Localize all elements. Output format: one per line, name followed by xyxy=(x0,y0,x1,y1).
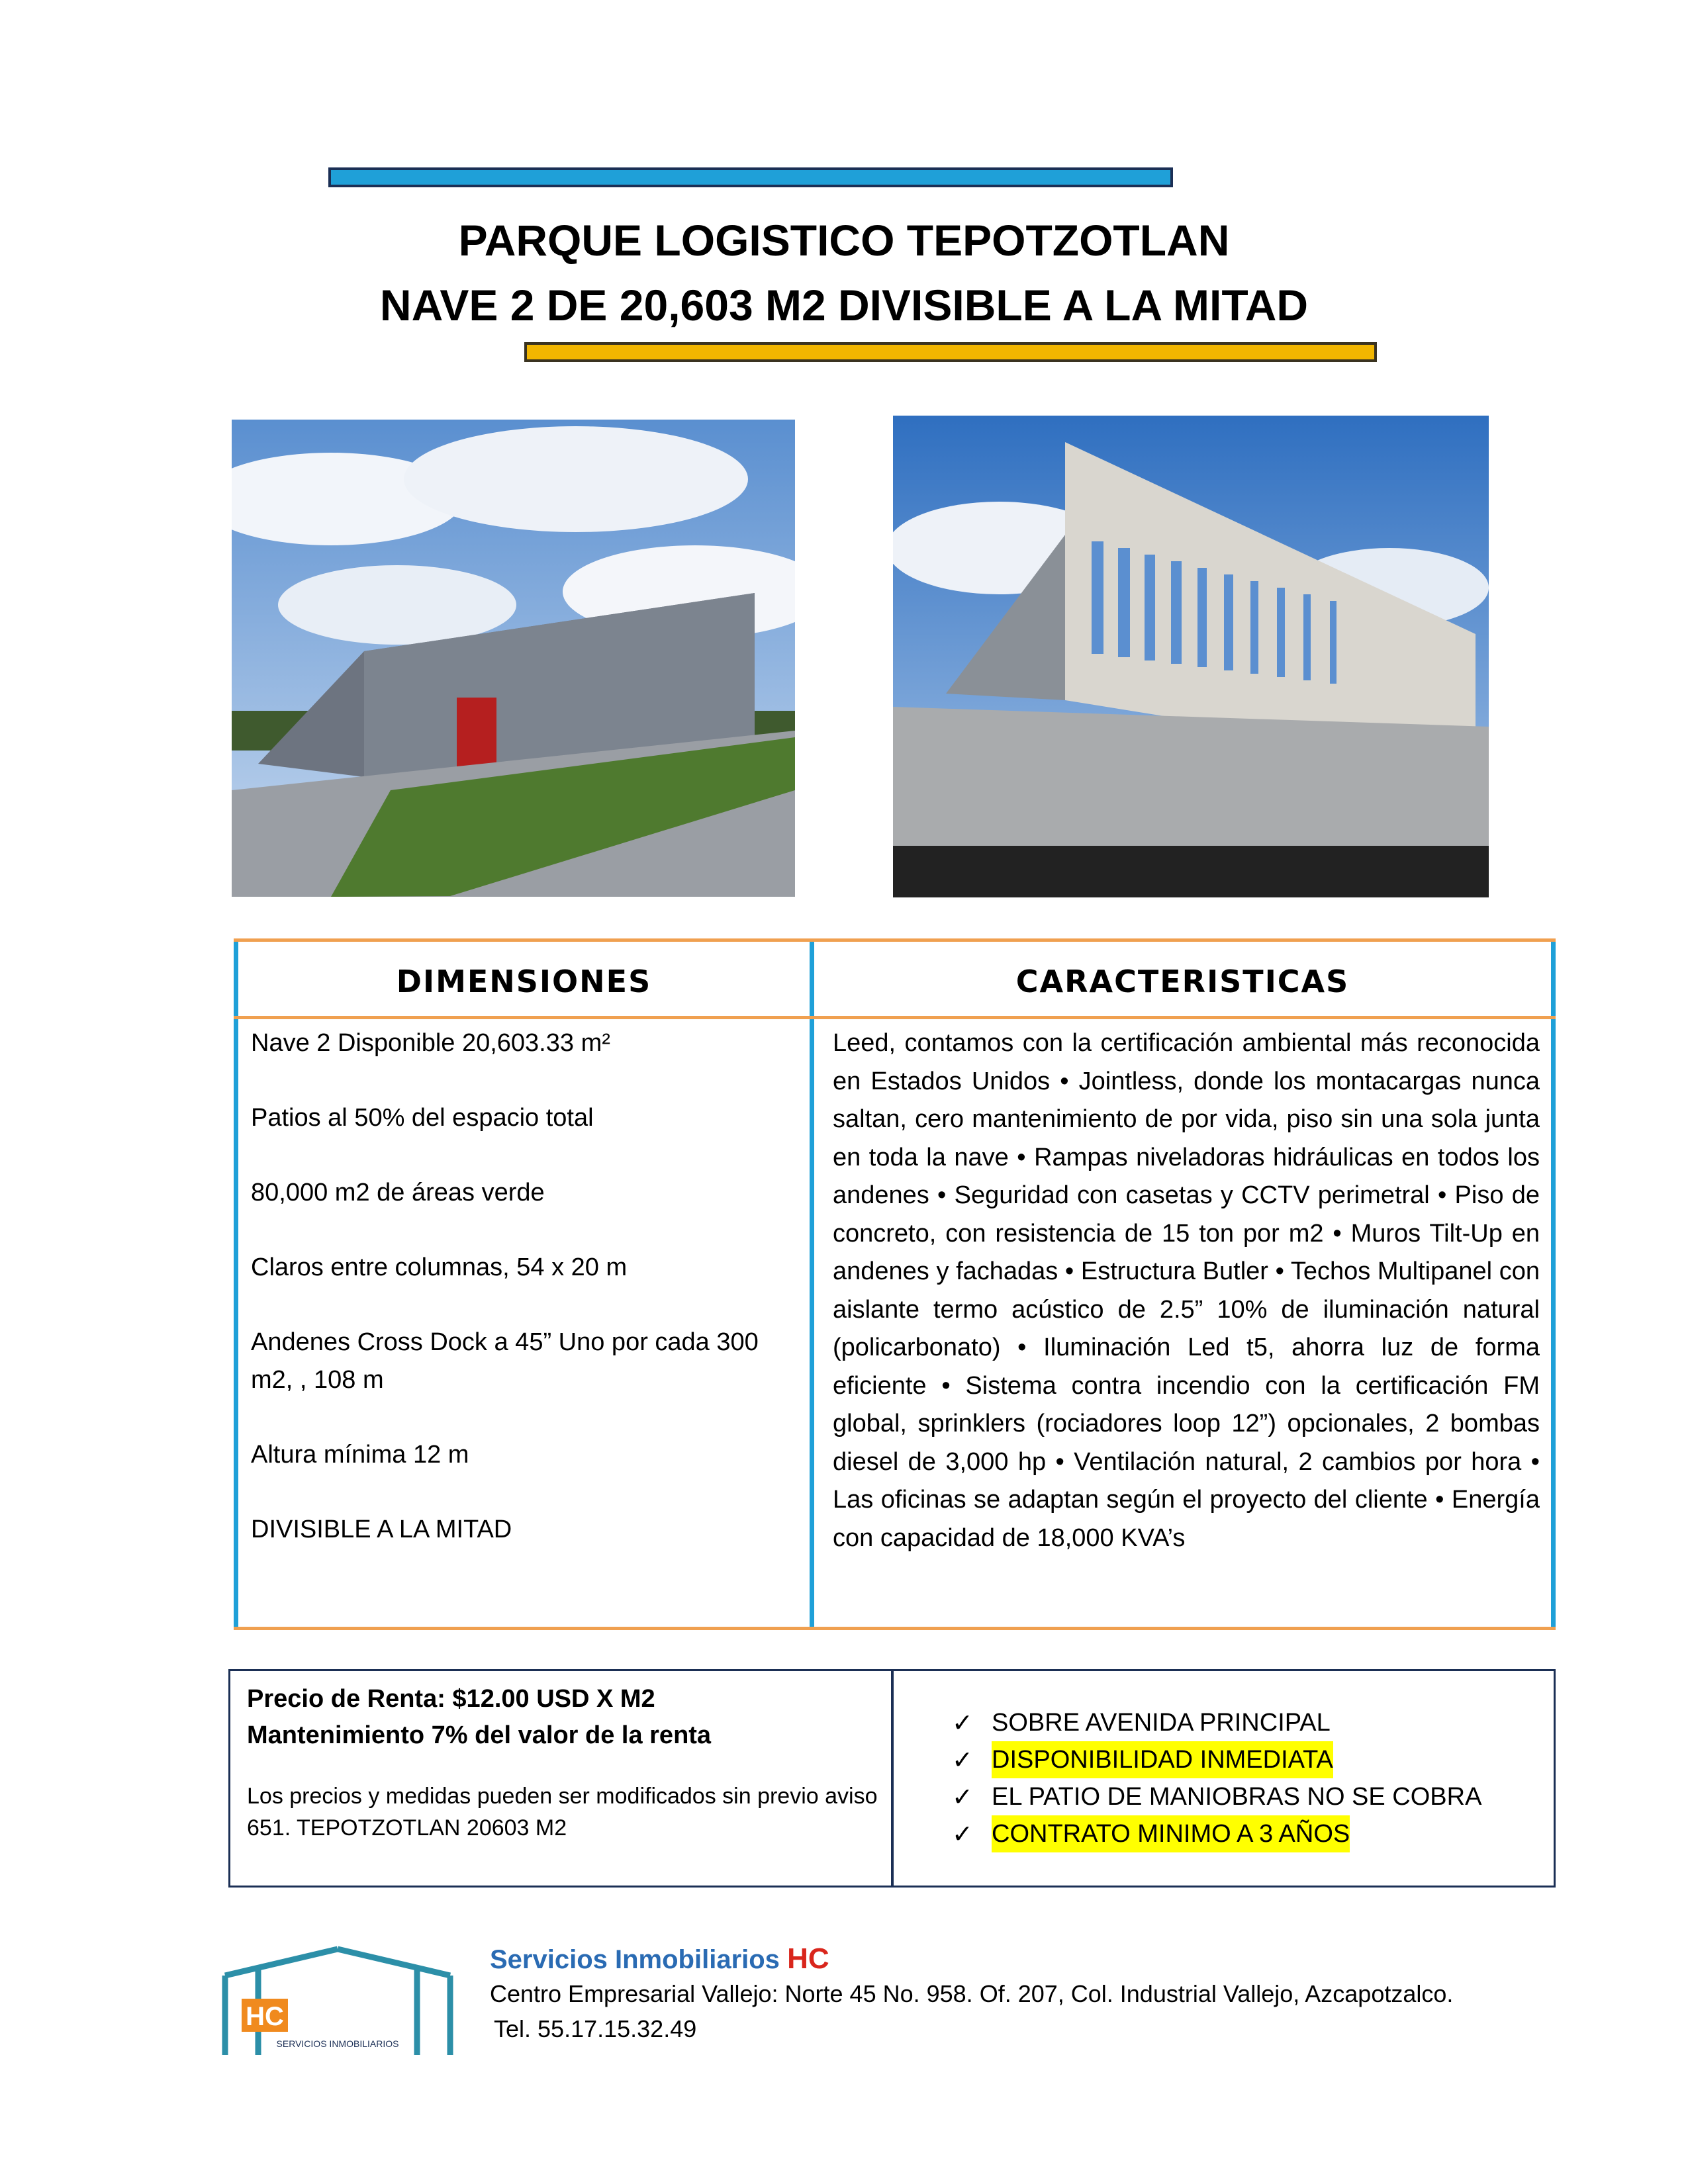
highlight-text: DISPONIBILIDAD INMEDIATA xyxy=(992,1741,1333,1778)
maintenance-fee: Mantenimiento 7% del valor de la renta xyxy=(247,1721,712,1749)
rent-price: Precio de Renta: $12.00 USD X M2 xyxy=(247,1685,655,1713)
checkmark-icon: ✓ xyxy=(952,1708,973,1737)
page-title-line1: PARQUE LOGISTICO TEPOTZOTLAN xyxy=(458,216,1230,265)
dimension-item: Andenes Cross Dock a 45” Uno por cada 300 m2, , 108 m xyxy=(251,1328,759,1394)
checkmark-icon: ✓ xyxy=(952,1819,973,1848)
logo-text: HC xyxy=(246,2002,284,2031)
highlight-text: SOBRE AVENIDA PRINCIPAL xyxy=(992,1709,1331,1737)
highlight-text: CONTRATO MINIMO A 3 AÑOS xyxy=(992,1815,1350,1852)
highlight-item xyxy=(952,1815,1481,1852)
dimension-item: DIVISIBLE A LA MITAD xyxy=(251,1516,512,1543)
warehouse-photo-left xyxy=(232,420,795,897)
warehouse-photo-right xyxy=(893,416,1489,897)
page-title-line2: NAVE 2 DE 20,603 M2 DIVISIBLE A LA MITAD xyxy=(379,281,1309,330)
logo-subtext: SERVICIOS INMOBILIARIOS xyxy=(276,2038,399,2049)
header-gold-bar xyxy=(524,342,1377,362)
company-address: Centro Empresarial Vallejo: Norte 45 No. 958. Of. 207, Col. Industrial Vallejo, Azcapotzalco. xyxy=(490,1980,1454,2007)
header-blue-bar xyxy=(328,167,1173,187)
highlight-item xyxy=(952,1741,1481,1778)
price-notes xyxy=(247,1780,882,1844)
dimension-item: 80,000 m2 de áreas verde xyxy=(251,1179,545,1206)
company-name xyxy=(490,1942,829,1976)
price-block xyxy=(247,1681,711,1754)
highlights-list xyxy=(952,1704,1481,1852)
characteristics-header: CARACTERISTICAS xyxy=(1015,964,1350,999)
dimension-item: Patios al 50% del espacio total xyxy=(251,1104,594,1132)
checkmark-icon: ✓ xyxy=(952,1745,973,1774)
company-name-text: Servicios Inmobiliarios xyxy=(490,1945,780,1974)
dimension-item: Claros entre columnas, 54 x 20 m xyxy=(251,1253,628,1281)
dimensions-header: DIMENSIONES xyxy=(396,964,652,999)
dimension-item: Nave 2 Disponible 20,603.33 m² xyxy=(251,1029,610,1057)
dimension-item: Altura mínima 12 m xyxy=(251,1441,469,1469)
highlight-text: EL PATIO DE MANIOBRAS NO SE COBRA xyxy=(992,1783,1482,1811)
disclaimer: Los precios y medidas pueden ser modificados sin previo aviso xyxy=(247,1784,878,1809)
highlight-item xyxy=(952,1704,1481,1741)
company-phone: Tel. 55.17.15.32.49 xyxy=(494,2015,697,2042)
reference-code: 651. TEPOTZOTLAN 20603 M2 xyxy=(247,1815,567,1841)
company-name-hc: HC xyxy=(787,1942,829,1975)
highlight-item xyxy=(952,1778,1481,1815)
checkmark-icon: ✓ xyxy=(952,1782,973,1811)
pricing-box xyxy=(228,1669,1556,1888)
company-logo xyxy=(218,1936,457,2055)
characteristics-text: Leed, contamos con la certificación ambiental más reconocida en Estados Unidos • Jointless, donde los montacargas nunca saltan, cero mantenimiento de por vida, piso sin una sola junta en toda la nave • Rampas niveladoras hidráulicas en todos los andenes • Seguridad con casetas y CCTV perimetral • Piso de concreto, con resistencia de 15 ton por m2 • Muros Tilt-Up en andenes y fachadas • Estructura Butler • Techos Multipanel con aislante termo acústico de 2.5” 10% de iluminación natural (policarbonato) • Iluminación Led t5, ahorra luz de forma eficiente • Sistema contra incendio con la certificación FM global, sprinklers (rociadores loop 12”) opcionales, 2 bombas diesel de 3,000 hp • Ventilación natural, 2 cambios por hora • Las oficinas se adaptan según el proyecto del cliente • Energía con capacidad de 18,000 KVA’s xyxy=(833,1029,1540,1552)
specs-table xyxy=(234,938,1556,1630)
